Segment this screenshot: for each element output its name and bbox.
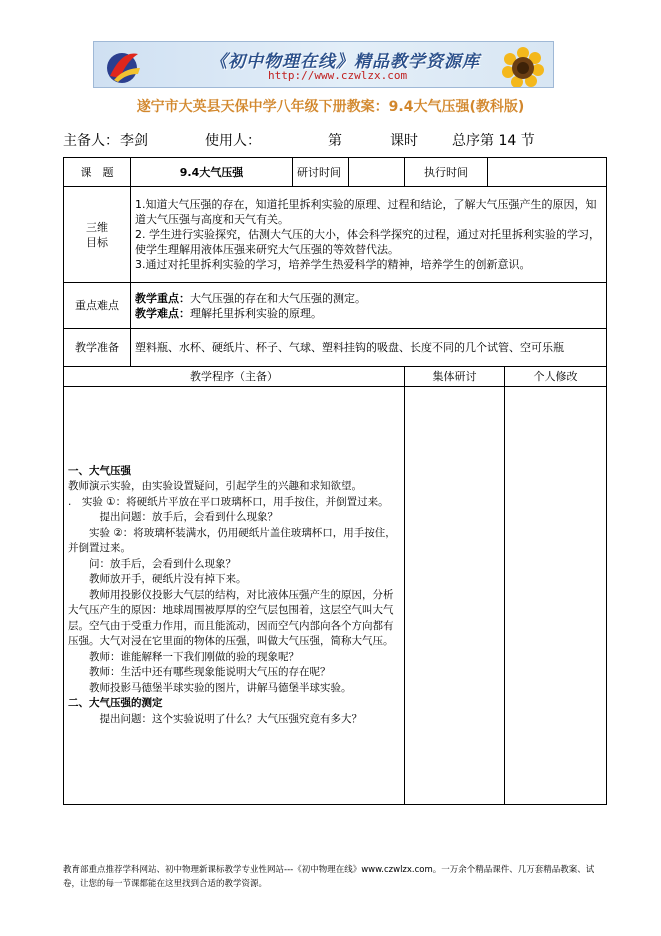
group-discussion-header: 集体研讨 bbox=[405, 367, 505, 387]
key-point-line bbox=[135, 291, 602, 306]
serial-number: 总序第 14 节 bbox=[452, 133, 535, 149]
procedure-list bbox=[68, 464, 400, 728]
lesson-hour-label: 课时 bbox=[390, 133, 418, 149]
goals-label-line-2: 目标 bbox=[86, 235, 108, 249]
preparer-name: 李剑 bbox=[120, 133, 148, 149]
user-label: 使用人： bbox=[205, 133, 261, 149]
procedure-paragraph: 教师：谁能解释一下我们刚做的验的现象呢？ bbox=[89, 650, 299, 663]
discuss-time-value bbox=[349, 158, 405, 187]
topic-value: 9.4大气压强 bbox=[131, 158, 293, 187]
procedure-paragraph: 教师用投影仪投影大气层的结构，对比液体压强产生的原因，分析大气压产生的原因：地球周围被厚厚的空气层包围着，这层空气叫大气层。空气由于受重力作用，而且能流动，因而空气内部向各个方向都有压强。大气对浸在它里面的物体的压强，叫做大气压强，简称大气压。 bbox=[68, 588, 394, 648]
procedure-paragraph: 实验 ②：将玻璃杯装满水，仍用硬纸片盖住玻璃杯口，用手按住，并倒置过来。 bbox=[68, 526, 396, 555]
goals-label bbox=[64, 187, 131, 283]
exec-time-value bbox=[488, 158, 607, 187]
group-discussion-cell bbox=[405, 387, 505, 805]
topic-label: 课 题 bbox=[64, 158, 131, 187]
key-points-content bbox=[131, 283, 607, 329]
goal-item: 1.知道大气压强的存在，知道托里拆利实验的原理、过程和结论，了解大气压强产生的原因，知道大气压强与高度和天气有关。 bbox=[135, 198, 597, 226]
procedure-paragraph: 教师放开手，硬纸片没有掉下来。 bbox=[89, 573, 247, 586]
banner-title: 《初中物理在线》精品教学资源库 bbox=[210, 52, 480, 72]
personal-edit-cell bbox=[505, 387, 607, 805]
difficulty-text: 理解托里拆利实验的原理。 bbox=[190, 306, 322, 320]
procedure-paragraph: 提出问题：这个实验说明了什么？大气压强究竟有多大？ bbox=[89, 712, 362, 725]
procedure-paragraph: 二、大气压强的测定 bbox=[68, 697, 163, 710]
page-footer: 教育部重点推荐学科网站、初中物理新课标教学专业性网站---《初中物理在线》www.czwlzx.com。一万余个精品课件、几万套精品教案、试卷，让您的每一节课都能在这里找到合适的教学资源。 bbox=[63, 865, 595, 889]
key-point-text: 大气压强的存在和大气压强的测定。 bbox=[190, 291, 366, 305]
goals-label-line-1: 三维 bbox=[86, 220, 108, 234]
document-title: 遂宁市大英县天保中学八年级下册教案：9.4大气压强(教科版) bbox=[136, 99, 525, 115]
procedure-content bbox=[64, 387, 405, 805]
procedure-paragraph: 教师演示实验，由实验设置疑问，引起学生的兴趣和求知欲望。 bbox=[68, 480, 362, 493]
header-banner bbox=[93, 41, 554, 88]
procedure-paragraph: . 实验 ①：将硬纸片平放在平口玻璃杯口，用手按住，并倒置过来。 bbox=[68, 495, 389, 508]
preparer-label: 主备人： bbox=[63, 133, 119, 149]
site-logo-icon bbox=[100, 46, 144, 84]
procedure-paragraph: 教师：生活中还有哪些现象能说明大气压的存在呢？ bbox=[89, 666, 331, 679]
goal-item: 2. 学生进行实验探究，估测大气压的大小，体会科学探究的过程，通过对托里拆利实验的学习，使学生理解用液体压强来研究大气压强的等效替代法。 bbox=[135, 228, 600, 256]
exec-time-label: 执行时间 bbox=[405, 158, 488, 187]
lesson-di-label: 第 bbox=[328, 133, 342, 149]
procedure-paragraph: 问：放手后，会看到什么现象？ bbox=[89, 557, 236, 570]
procedure-paragraph: 教师投影马德堡半球实验的图片，讲解马德堡半球实验。 bbox=[89, 681, 352, 694]
prep-label: 教学准备 bbox=[64, 329, 131, 367]
lesson-plan-table bbox=[63, 157, 607, 805]
key-points-label: 重点难点 bbox=[64, 283, 131, 329]
sunflower-icon bbox=[491, 44, 549, 88]
goals-content bbox=[131, 187, 607, 283]
difficulty-label: 教学难点： bbox=[135, 306, 190, 320]
banner-url: http://www.czwlzx.com bbox=[268, 69, 408, 82]
goal-item: 3.通过对托里拆利实验的学习，培养学生热爱科学的精神，培养学生的创新意识。 bbox=[135, 258, 531, 271]
personal-edit-header: 个人修改 bbox=[505, 367, 607, 387]
procedure-paragraph: 提出问题：放手后，会看到什么现象？ bbox=[89, 511, 278, 524]
difficulty-line bbox=[135, 306, 602, 321]
key-point-label: 教学重点： bbox=[135, 291, 190, 305]
prep-content: 塑料瓶、水杯、硬纸片、杯子、气球、塑料挂钩的吸盘、长度不同的几个试管、空可乐瓶 bbox=[131, 329, 607, 367]
procedure-header: 教学程序（主备） bbox=[64, 367, 405, 387]
discuss-time-label: 研讨时间 bbox=[293, 158, 349, 187]
procedure-paragraph: 一、大气压强 bbox=[68, 464, 131, 477]
